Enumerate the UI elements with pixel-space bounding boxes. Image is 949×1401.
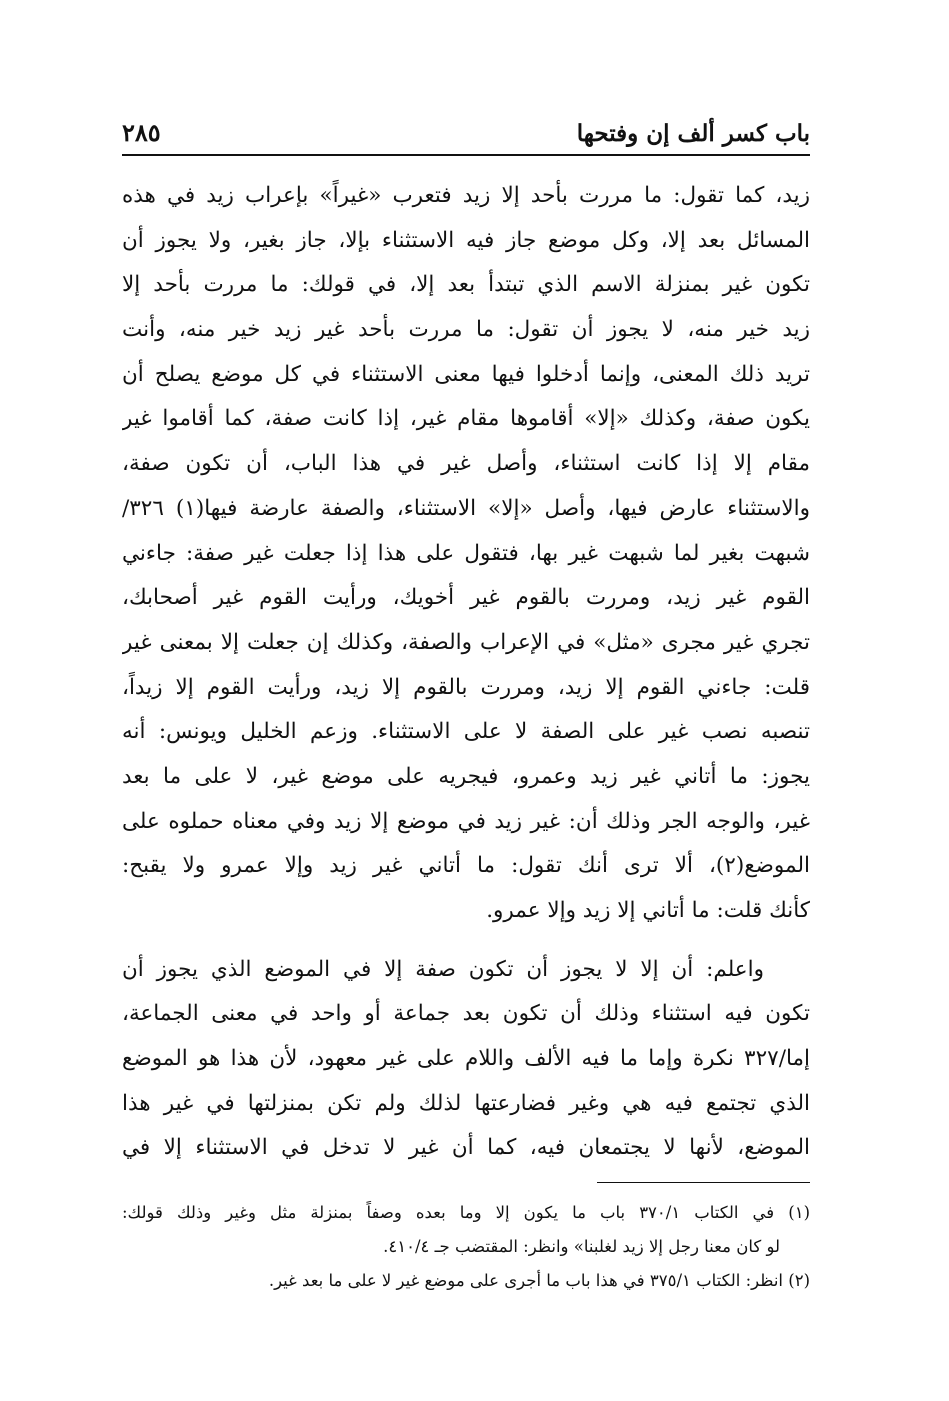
text-line: الموضع، لأنها لا يجتمعان فيه، كما أن غير لا تدخل في الاستثناء إلا في xyxy=(122,1135,810,1161)
text-line: الذي تجتمع فيه هي وغير فضارعتها لذلك ولم تكن بمنزلتها في غير هذا xyxy=(122,1090,810,1116)
page-number: ٢٨٥ xyxy=(122,118,161,147)
text-line: تكون فيه استثناء وذلك أن تكون بعد جماعة أو واحد في معنى الجماعة، xyxy=(122,1001,810,1027)
text-line: قلت: جاءني القوم إلا زيد، ومررت بالقوم إلا زيد، ورأيت القوم إلا زيداً، xyxy=(122,674,810,700)
footnote-divider xyxy=(597,1182,810,1183)
text-line: تجري غير مجرى «مثل» في الإعراب والصفة، وكذلك إن جعلت إلا بمعنى غير xyxy=(122,629,810,655)
text-line: تكون غير بمنزلة الاسم الذي تبتدأ بعد إلا، في قولك: ما مررت بأحد إلا xyxy=(122,272,810,298)
main-text xyxy=(122,174,810,1171)
paragraph-2 xyxy=(122,948,810,1171)
text-line: الموضع(٢)، ألا ترى أنك تقول: ما أتاني غير زيد وإلا عمرو ولا يقبح: xyxy=(122,853,810,879)
text-line: شبهت بغير لما شبهت غير بها، فتقول على هذا إذا جعلت غير صفة: جاءني xyxy=(122,540,810,566)
text-line: يجوز: ما أتاني غير زيد وعمرو، فيجريه على موضع غير، لا على ما بعد xyxy=(122,763,810,789)
chapter-title: باب كسر ألف إن وفتحها xyxy=(576,120,810,147)
text-line: زيد، كما تقول: ما مررت بأحد إلا زيد فتعرب «غيراً» بإعراب زيد في هذه xyxy=(122,183,810,208)
text-line: تريد ذلك المعنى، وإنما أدخلوا فيها معنى الاستثناء في كل موضع يصلح أن xyxy=(122,361,810,387)
paragraph-1 xyxy=(122,174,810,934)
text-line: مقام إلا إذا كانت استثناء، وأصل غير في هذا الباب، أن تكون صفة، xyxy=(122,451,810,477)
footnote-2: (٢) انظر: الكتاب ٣٧٥/١ في هذا باب ما أجرى على موضع غير لا على ما بعد غير. xyxy=(268,1271,810,1290)
text-line: غير، والوجه الجر وذلك أن: غير زيد في موضع إلا زيد وفي معناه حملوه على xyxy=(122,808,810,834)
text-line: كأنك قلت: ما أتاني إلا زيد وإلا عمرو. xyxy=(486,898,810,923)
text-line: إما/٣٢٧ نكرة وإما ما فيه الألف واللام على غير معهود، لأن هذا هو الموضع xyxy=(122,1046,810,1072)
text-line: يكون صفة، وكذلك «إلا» أقاموها مقام غير، إذا كانت صفة، كما أقاموا غير xyxy=(122,406,810,432)
text-line: تنصبه نصب غير على الصفة لا على الاستثناء. وزعم الخليل ويونس: أنه xyxy=(122,719,810,745)
footnote-1: (١) في الكتاب ٣٧٠/١ باب ما يكون إلا وما بعده وصفاً بمنزلة مثل وغير وذلك قولك: xyxy=(122,1203,810,1222)
text-line: زيد خير منه، لا يجوز أن تقول: ما مررت بأحد غير زيد خير منه، وأنت xyxy=(122,317,810,343)
text-line: المسائل بعد إلا، وكل موضع جاز فيه الاستثناء بإلا، جاز بغير، ولا يجوز أن xyxy=(122,227,810,253)
footnote-1-continuation: لو كان معنا رجل إلا زيد لغلبنا» وانظر: المقتضب جـ ٤١٠/٤. xyxy=(383,1237,780,1256)
text-line: واعلم: أن إلا لا يجوز أن تكون صفة إلا في الموضع الذي يجوز أن xyxy=(122,956,764,982)
text-line: القوم غير زيد، ومررت بالقوم غير أخويك، ورأيت القوم غير أصحابك، xyxy=(122,585,810,611)
page-header xyxy=(122,118,810,156)
footnotes xyxy=(122,1196,810,1298)
text-line: والاستثناء عارض فيها، وأصل «إلا» الاستثناء، والصفة عارضة فيها(١) ٣٢٦/ xyxy=(122,495,810,521)
